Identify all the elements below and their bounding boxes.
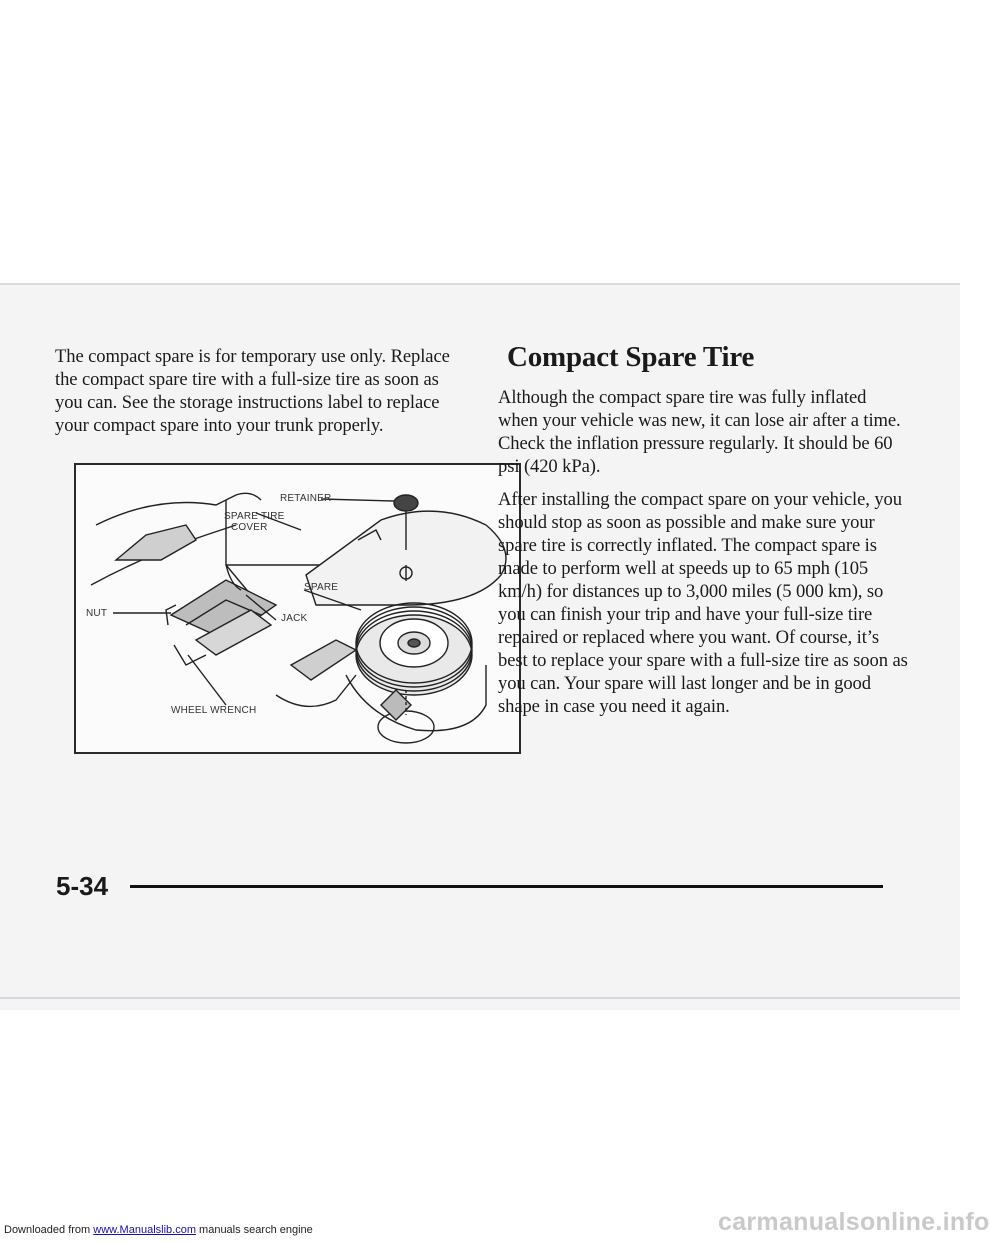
download-footer: [4, 1224, 313, 1236]
spare-tire-diagram: [74, 463, 521, 754]
section-title: Compact Spare Tire: [507, 341, 755, 373]
left-column: [55, 345, 470, 437]
bottom-rule: [0, 997, 960, 999]
footer-suffix: manuals search engine: [195, 1224, 313, 1236]
manualslib-link[interactable]: www.Manualslib.com: [93, 1224, 196, 1236]
label-spare-tire-cover-line2: COVER: [231, 522, 268, 533]
label-wheel-wrench: WHEEL WRENCH: [171, 705, 257, 716]
section-paragraph-2: After installing the compact spare on your vehicle, you should stop as soon as possible and make sure your spare tire is correctly inflated. The compact spare is made to perform well at speeds up to 65 mph (105 km/h) for distances up to 3,000 miles (5 000 km), so you can finish your trip and have your full-size tire repaired or replaced where you want. Of course, it’s best to replace your spare with a full-size tire as soon as you can. Your spare will last longer and be in good shape in case you need it again.: [498, 489, 908, 717]
label-jack: JACK: [281, 613, 308, 624]
page-number: 5-34: [56, 871, 109, 901]
label-spare: SPARE: [304, 582, 339, 593]
section-paragraph-1: Although the compact spare tire was fully inflated when your vehicle was new, it can lose air after a time. Check the inflation pressure regularly. It should be 60 psi (420 kPa).: [498, 387, 901, 477]
left-paragraph: The compact spare is for temporary use only. Replace the compact spare tire with a full-size tire as soon as you can. See the storage instructions label to replace your compact spare into your trunk properly.: [55, 346, 450, 436]
manual-page: [0, 285, 960, 1010]
diagram-illustration: [76, 465, 519, 752]
label-nut: NUT: [86, 608, 108, 619]
right-column: [498, 340, 908, 728]
label-spare-tire-cover-line1: SPARE TIRE: [224, 511, 285, 522]
watermark: carmanualsonline.info: [718, 1208, 990, 1236]
page-rule: [130, 885, 883, 888]
footer-prefix: Downloaded from: [4, 1224, 94, 1236]
label-retainer: RETAINER: [280, 493, 332, 504]
